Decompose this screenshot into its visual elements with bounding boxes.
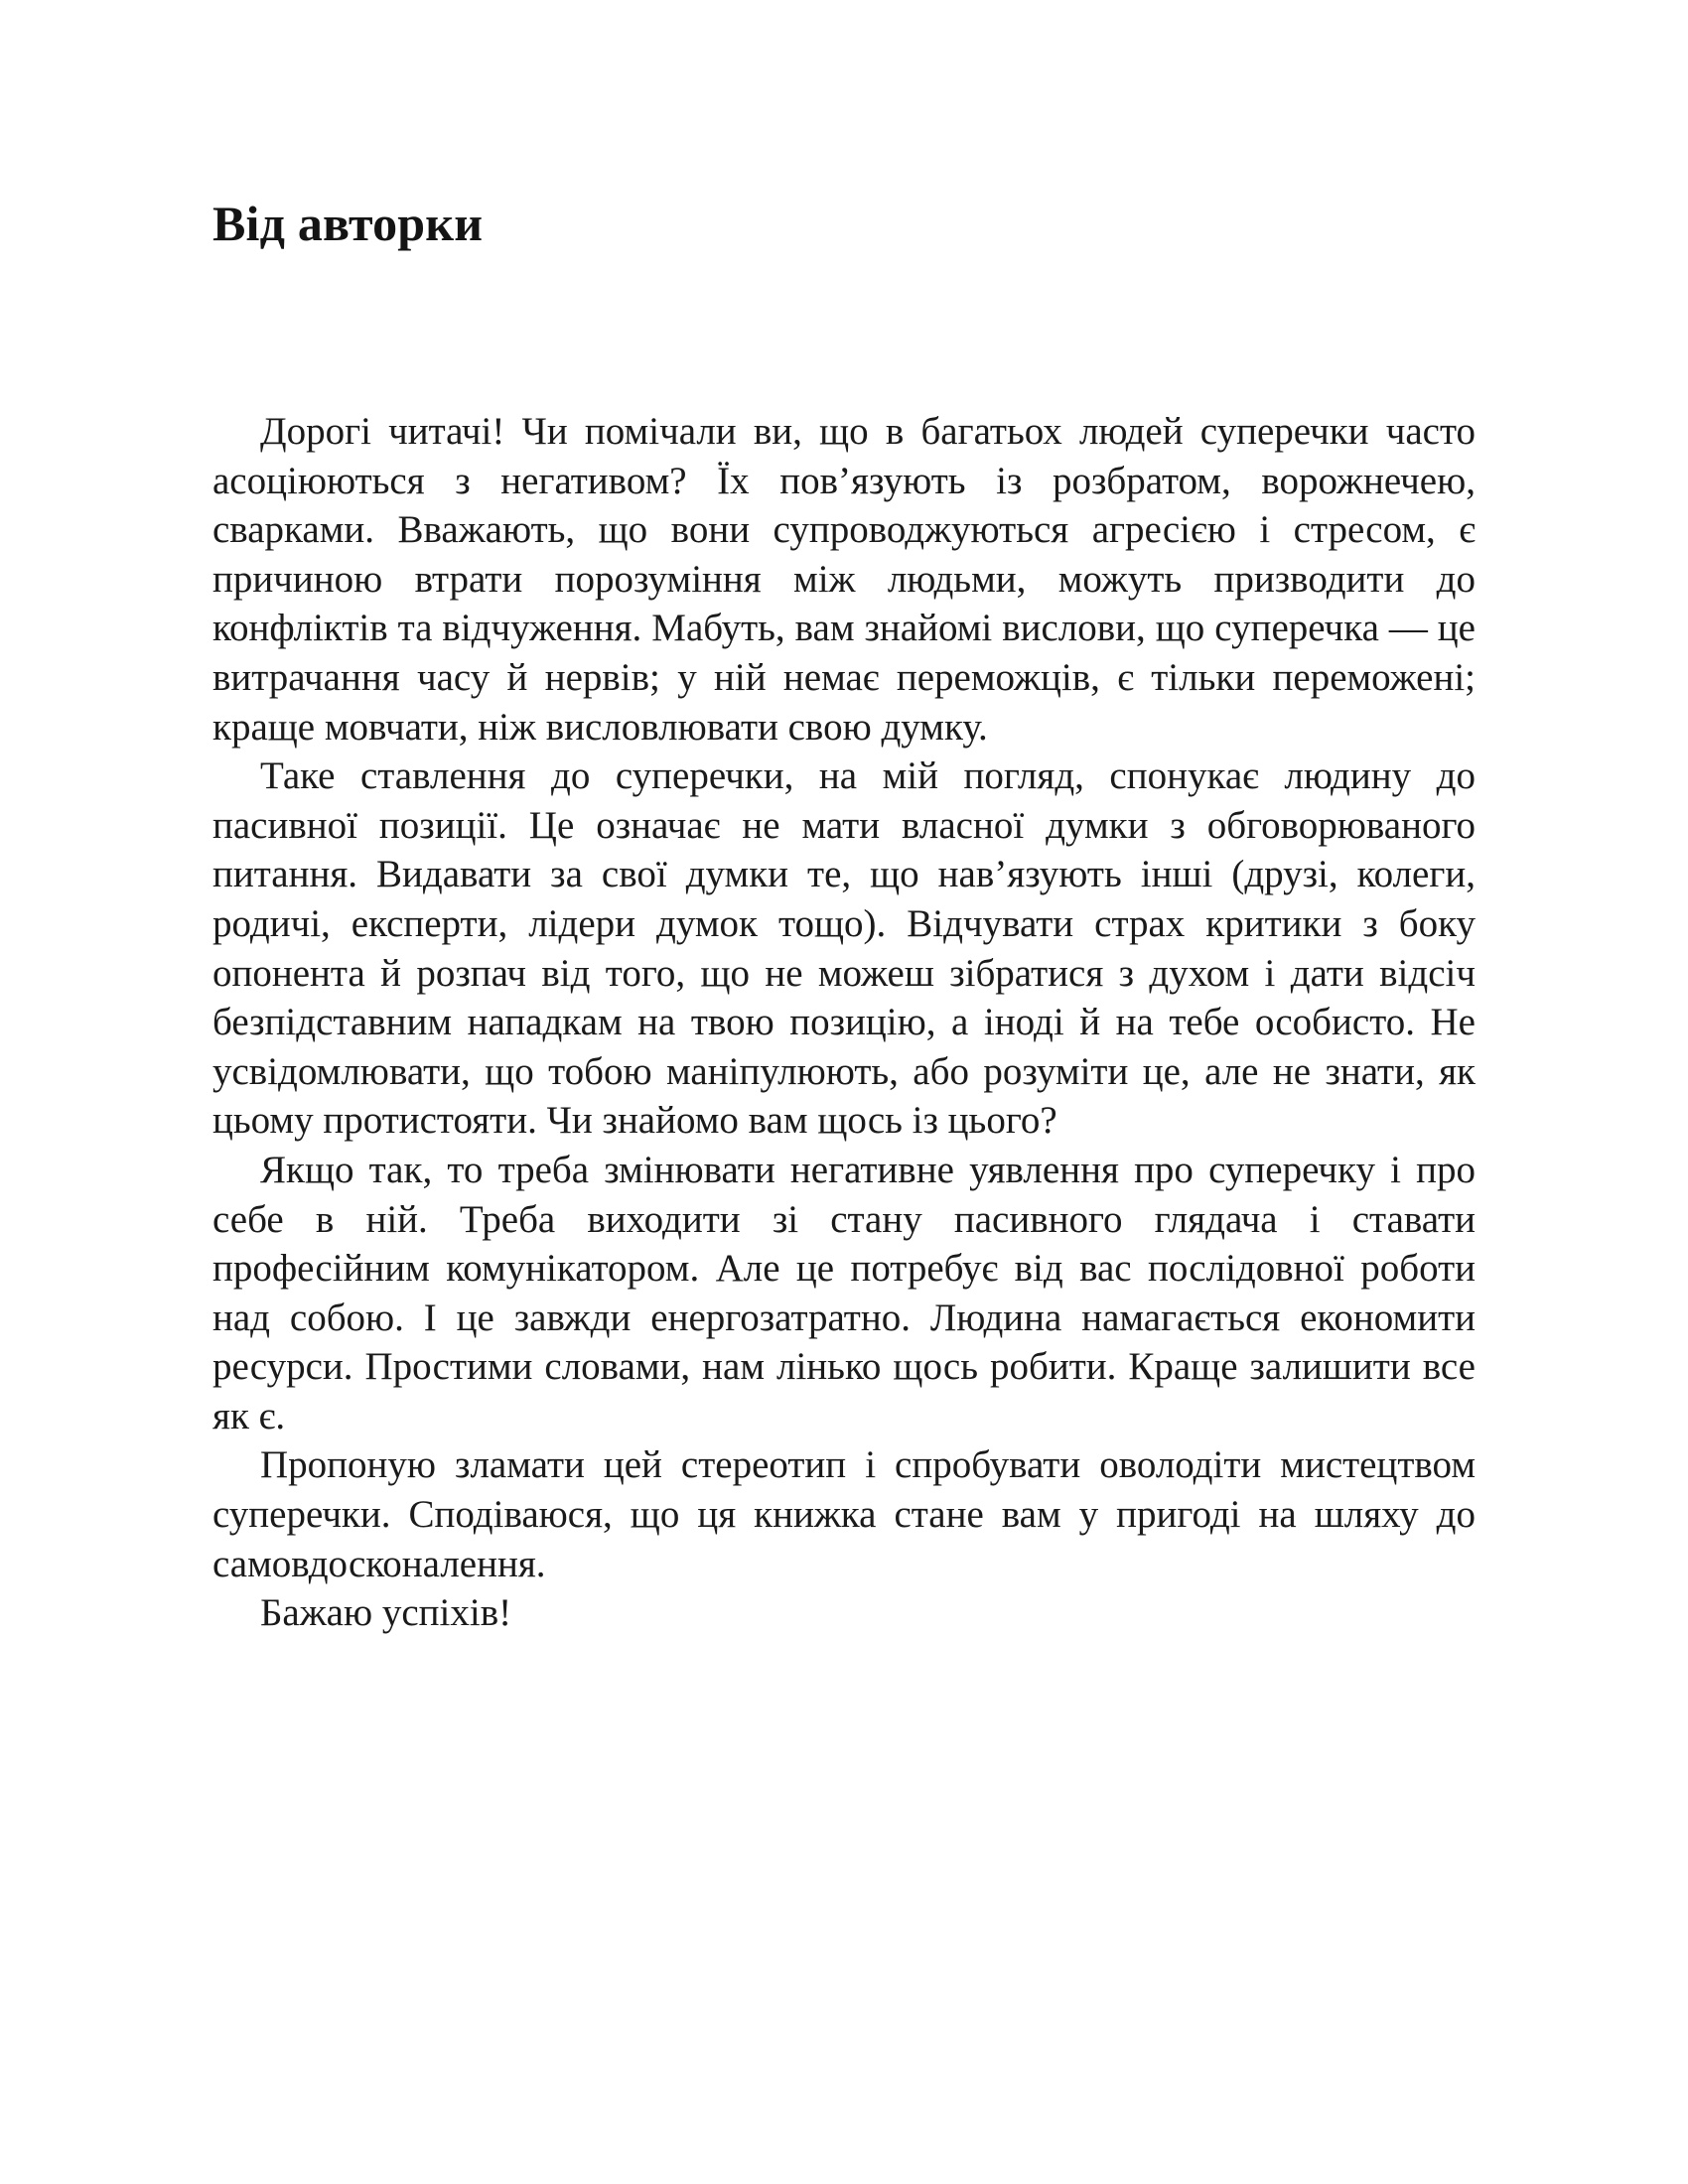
chapter-heading: Від авторки: [212, 196, 484, 251]
chapter-body: [212, 407, 1476, 1638]
paragraph-4: Пропоную зламати цей стереотип і спробувати оволодіти мистецтвом суперечки. Сподіваюся, що ця книжка стане вам у пригоді на шляху до самовдосконалення.: [212, 1443, 1476, 1585]
paragraph-2: Таке ставлення до суперечки, на мій погляд, спонукає людину до пасивної позиції. Це означає не мати власної думки з обговорюваного питання. Видавати за свої думки те, що нав’язують інші (друзі, колеги, родичі, експерти, лідери думок тощо). Відчувати страх критики з боку опонента й розпач від того, що не можеш зібратися з духом і дати відсіч безпідставним нападкам на твою позицію, а іноді й на тебе особисто. Не усвідомлювати, що тобою маніпулюють, або розуміти це, але не знати, як цьому протистояти. Чи знайомо вам щось із цього?: [212, 754, 1476, 1143]
paragraph-1: Дорогі читачі! Чи помічали ви, що в багатьох людей суперечки часто асоціюються з негативом? Їх пов’язують із розбратом, ворожнечею, сварками. Вважають, що вони супроводжуються агресією і стресом, є причиною втрати порозуміння між людьми, можуть призводити до конфліктів та відчуження. Мабуть, вам знайомі вислови, що суперечка — це витрачання часу й нервів; у ній немає переможців, є тільки переможені; краще мовчати, ніж висловлювати свою думку.: [212, 410, 1476, 749]
paragraph-3: Якщо так, то треба змінювати негативне уявлення про суперечку і про себе в ній. Треба виходити зі стану пасивного глядача і ставати професійним комунікатором. Але це потребує від вас послідовної роботи над собою. І це завжди енергозатратно. Людина намагається економити ресурси. Простими словами, нам лінько щось робити. Краще залишити все як є.: [212, 1148, 1476, 1437]
paragraph-5: Бажаю успіхів!: [260, 1591, 512, 1635]
